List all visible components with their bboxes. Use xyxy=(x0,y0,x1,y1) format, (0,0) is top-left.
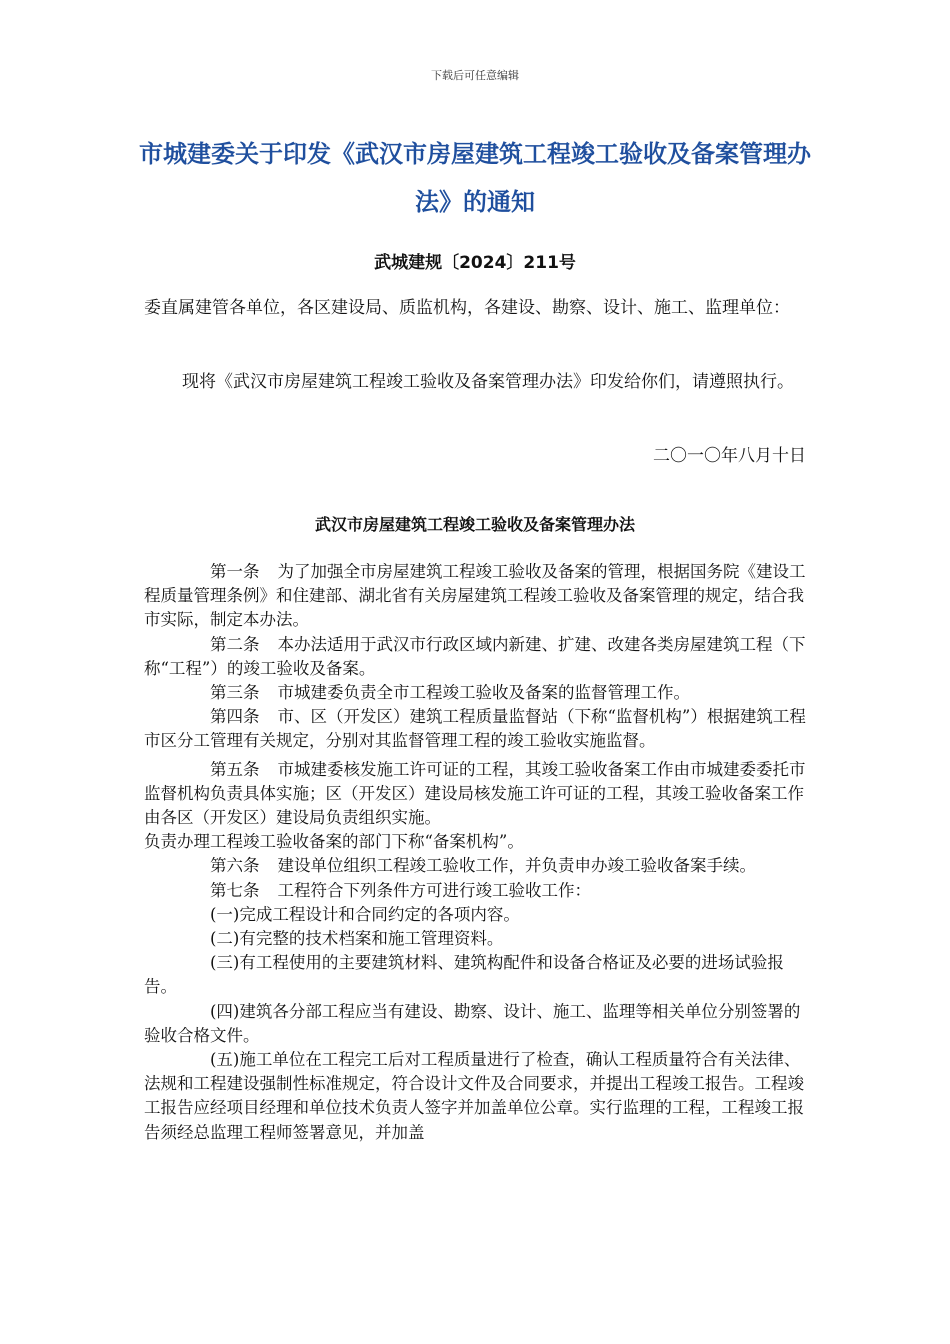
condition-item-5: (五)施工单位在工程完工后对工程质量进行了检查，确认工程质量符合有关法律、法规和工程建设强制性标准规定，符合设计文件及合同要求，并提出工程竣工报告。工程竣工报告应经项目经理和单位技术负责人签字并加盖单位公章。实行监理的工程，工程竣工报告须经总监理工程师签署意见，并加盖 xyxy=(144,1050,804,1142)
document-number: 武城建规〔2024〕211号 xyxy=(374,253,576,273)
article-4 xyxy=(144,705,806,753)
article-5 xyxy=(144,758,806,831)
article-2 xyxy=(144,633,806,681)
issue-date: 二〇一〇年八月十日 xyxy=(653,446,806,466)
article-text: 工程符合下列条件方可进行竣工验收工作： xyxy=(277,880,591,900)
article-label: 第二条 xyxy=(210,634,260,654)
document-title: 市城建委关于印发《武汉市房屋建筑工程竣工验收及备案管理办法》的通知 xyxy=(139,140,811,216)
articles-section xyxy=(144,560,806,1145)
article-text: 建设单位组织工程竣工验收工作，并负责申办竣工验收备案手续。 xyxy=(277,856,756,876)
article-label: 第一条 xyxy=(210,562,260,581)
condition-item-3: (三)有工程使用的主要建筑材料、建筑构配件和设备合格证及必要的进场试验报告。 xyxy=(144,953,784,997)
condition-item-4: (四)建筑各分部工程应当有建设、勘察、设计、施工、监理等相关单位分别签署的验收合格文件。 xyxy=(144,1001,801,1045)
article-text: 市、区（开发区）建筑工程质量监督站（下称“监督机构”）根据建筑工程市区分工管理有关规定，分别对其监督管理工程的竣工验收实施监督。 xyxy=(144,707,806,751)
header-note: 下载后可任意编辑 xyxy=(431,69,519,82)
article-3 xyxy=(144,681,806,705)
article-label: 第五条 xyxy=(210,759,260,779)
article-label: 第四条 xyxy=(210,707,260,727)
article-text: 为了加强全市房屋建筑工程竣工验收及备案的管理，根据国务院《建设工程质量管理条例》和住建部、湖北省有关房屋建筑工程竣工验收及备案管理的规定，结合我市实际，制定本办法。 xyxy=(144,562,806,630)
article-1 xyxy=(144,560,806,633)
article-7 xyxy=(144,879,806,903)
article-text: 市城建委负责全市工程竣工验收及备案的监督管理工作。 xyxy=(277,683,690,703)
article-5-extra: 负责办理工程竣工验收备案的部门下称“备案机构”。 xyxy=(144,832,524,852)
article-text: 市城建委核发施工许可证的工程，其竣工验收备案工作由市城建委委托市监督机构负责具体实施；区（开发区）建设局核发施工许可证的工程，其竣工验收备案工作由各区（开发区）建设局负责组织实施。 xyxy=(144,759,806,828)
condition-item-2: (二)有完整的技术档案和施工管理资料。 xyxy=(210,929,504,949)
article-6 xyxy=(144,854,806,878)
article-label: 第三条 xyxy=(210,683,260,703)
article-label: 第七条 xyxy=(210,880,260,900)
article-label: 第六条 xyxy=(210,856,260,876)
article-text: 本办法适用于武汉市行政区域内新建、扩建、改建各类房屋建筑工程（下称“工程”）的竣工验收及备案。 xyxy=(144,634,806,678)
intro-paragraph: 现将《武汉市房屋建筑工程竣工验收及备案管理办法》印发给你们，请遵照执行。 xyxy=(182,372,794,392)
recipients-paragraph: 委直属建管各单位，各区建设局、质监机构，各建设、勘察、设计、施工、监理单位： xyxy=(144,298,790,318)
rules-title: 武汉市房屋建筑工程竣工验收及备案管理办法 xyxy=(314,515,635,534)
condition-item-1: (一)完成工程设计和合同约定的各项内容。 xyxy=(210,904,520,924)
